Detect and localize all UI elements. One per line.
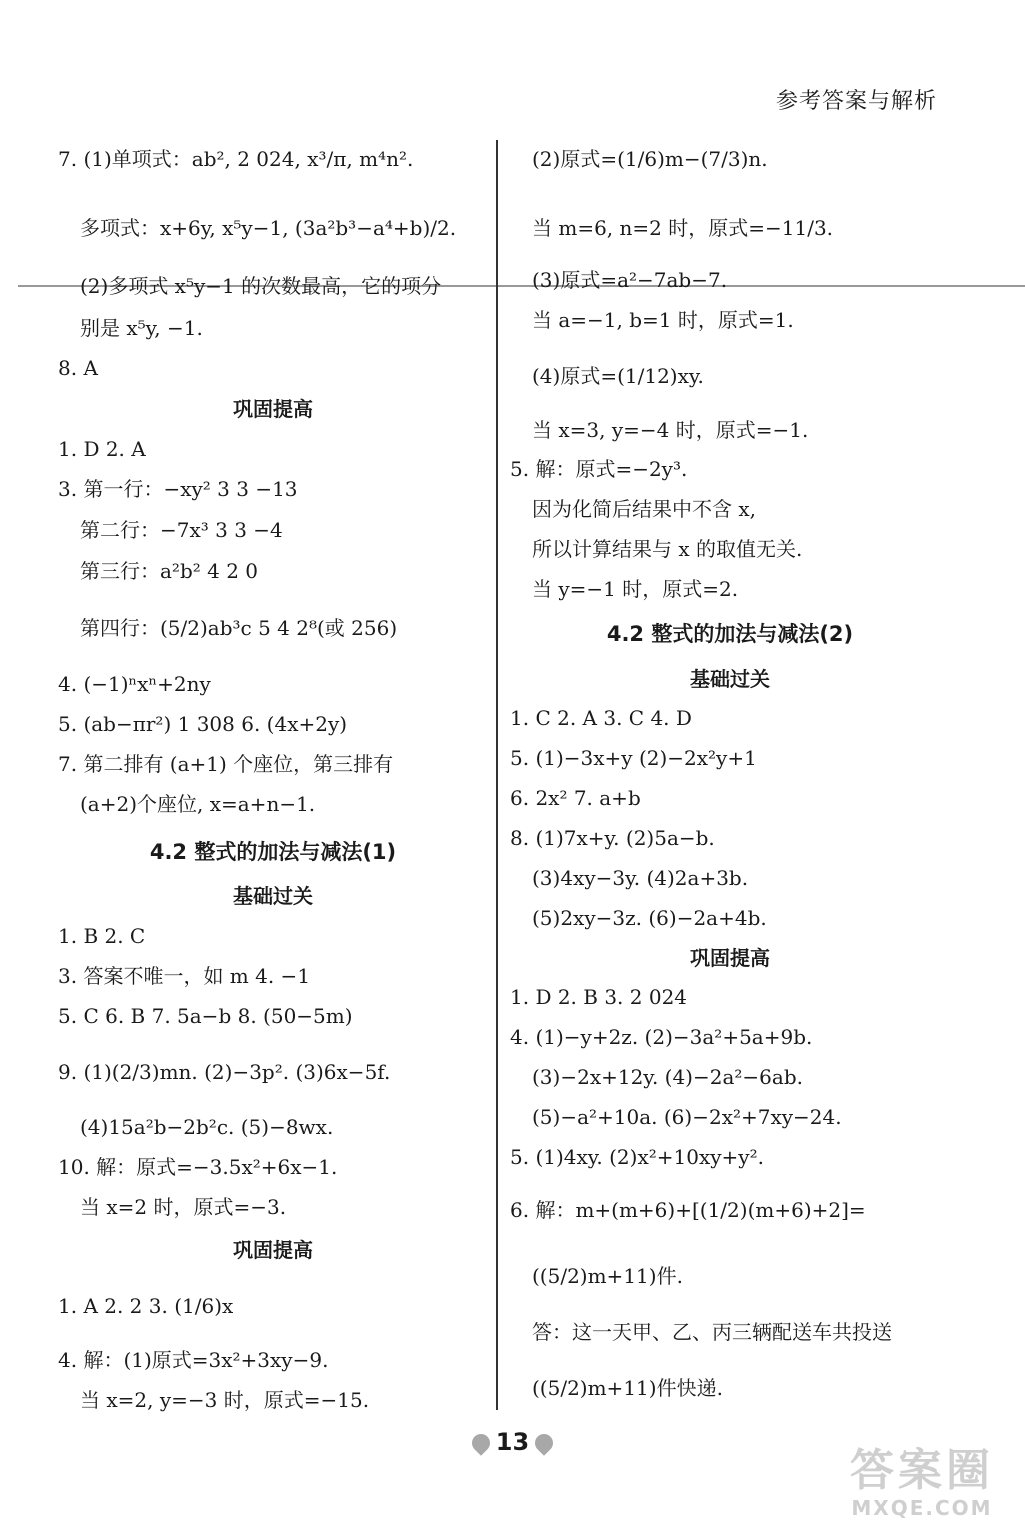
answer-line: 别是 x⁵y, −1. [80, 316, 203, 340]
watermark [837, 1446, 1007, 1526]
answer-line: 1. A 2. 2 3. (1/6)x [58, 1294, 234, 1318]
answer-line: (5)2xy−3z. (6)−2a+4b. [532, 906, 767, 930]
answer-line: 答：这一天甲、乙、丙三辆配送车共投送 [532, 1320, 892, 1344]
answer-line: 5. (1)4xy. (2)x²+10xy+y². [510, 1145, 764, 1169]
answer-line: 7. 第二排有 (a+1) 个座位，第三排有 [58, 752, 394, 776]
section-subheading: 巩固提高 [233, 397, 313, 421]
answer-line: (3)4xy−3y. (4)2a+3b. [532, 866, 749, 890]
answer-line: ((5/2)m+11)件快递. [532, 1376, 723, 1400]
answer-line: 当 y=−1 时，原式=2. [532, 577, 739, 601]
answer-line: 5. C 6. B 7. 5a−b 8. (50−5m) [58, 1004, 353, 1028]
answer-line: 3. 第一行：−xy² 3 3 −13 [58, 477, 298, 501]
answer-line: 3. 答案不唯一，如 m 4. −1 [58, 964, 311, 988]
answer-line: (4)15a²b−2b²c. (5)−8wx. [80, 1115, 334, 1139]
answer-line: 因为化简后结果中不含 x, [532, 497, 756, 521]
leaf-icon [531, 1430, 556, 1455]
answer-line: 4. 解：(1)原式=3x²+3xy−9. [58, 1348, 329, 1372]
page-header: 参考答案与解析 [775, 89, 937, 114]
leaf-icon [468, 1430, 493, 1455]
answer-line: (a+2)个座位, x=a+n−1. [80, 792, 316, 816]
page-number: 13 [495, 1428, 530, 1456]
answer-line: 4. (−1)ⁿxⁿ+2ny [58, 672, 211, 696]
answer-line: 5. 解：原式=−2y³. [510, 457, 688, 481]
answer-line: ((5/2)m+11)件. [532, 1264, 683, 1288]
answer-line: 所以计算结果与 x 的取值无关. [532, 537, 803, 561]
answer-line: 第二行：−7x³ 3 3 −4 [80, 518, 283, 542]
answer-line: 当 x=3, y=−4 时，原式=−1. [532, 418, 809, 442]
answer-line: 多项式：x+6y, x⁵y−1, (3a²b³−a⁴+b)/2. [80, 216, 457, 240]
answer-line: (2)原式=(1/6)m−(7/3)n. [532, 147, 768, 171]
answer-line: 当 x=2, y=−3 时，原式=−15. [80, 1388, 370, 1412]
answer-line: (3)原式=a²−7ab−7. [532, 268, 728, 292]
answer-line: 1. D 2. B 3. 2 024 [510, 985, 688, 1009]
section-subheading: 基础过关 [233, 884, 313, 908]
column-divider [496, 140, 498, 1410]
answer-line: 6. 2x² 7. a+b [510, 786, 641, 810]
answer-line: 第四行：(5/2)ab³c 5 4 2⁸(或 256) [80, 616, 398, 640]
answer-line: 9. (1)(2/3)mn. (2)−3p². (3)6x−5f. [58, 1060, 391, 1084]
answer-line: 5. (1)−3x+y (2)−2x²y+1 [510, 746, 757, 770]
answer-line: (4)原式=(1/12)xy. [532, 364, 704, 388]
answer-line: 1. C 2. A 3. C 4. D [510, 706, 692, 730]
answer-line: 当 x=2 时，原式=−3. [80, 1195, 287, 1219]
answer-line: 1. D 2. A [58, 437, 146, 461]
watermark-url: MXQE.COM [851, 1496, 993, 1520]
answer-line: 当 m=6, n=2 时，原式=−11/3. [532, 216, 834, 240]
section-subheading: 巩固提高 [233, 1238, 313, 1262]
answer-line: 6. 解：m+(m+6)+[(1/2)(m+6)+2]= [510, 1198, 866, 1222]
answer-line: (5)−a²+10a. (6)−2x²+7xy−24. [532, 1105, 842, 1129]
answer-line: 7. (1)单项式：ab², 2 024, x³/π, m⁴n². [58, 147, 414, 171]
answer-line: 当 a=−1, b=1 时，原式=1. [532, 308, 794, 332]
section-subheading: 基础过关 [690, 667, 770, 691]
answer-line: 1. B 2. C [58, 924, 146, 948]
section-heading: 4.2 整式的加法与减法(2) [606, 622, 854, 646]
section-subheading: 巩固提高 [690, 946, 770, 970]
answer-line: (2)多项式 x⁵y−1 的次数最高，它的项分 [80, 274, 442, 298]
answer-line: 5. (ab−πr²) 1 308 6. (4x+2y) [58, 712, 348, 736]
watermark-logo-text: 答案圈 [850, 1445, 994, 1496]
answer-line: 第三行：a²b² 4 2 0 [80, 559, 259, 583]
section-heading: 4.2 整式的加法与减法(1) [149, 840, 397, 864]
answer-line: 8. A [58, 356, 98, 380]
answer-line: 4. (1)−y+2z. (2)−3a²+5a+9b. [510, 1025, 813, 1049]
answer-line: 10. 解：原式=−3.5x²+6x−1. [58, 1155, 338, 1179]
answer-line: (3)−2x+12y. (4)−2a²−6ab. [532, 1065, 803, 1089]
answer-line: 8. (1)7x+y. (2)5a−b. [510, 826, 715, 850]
